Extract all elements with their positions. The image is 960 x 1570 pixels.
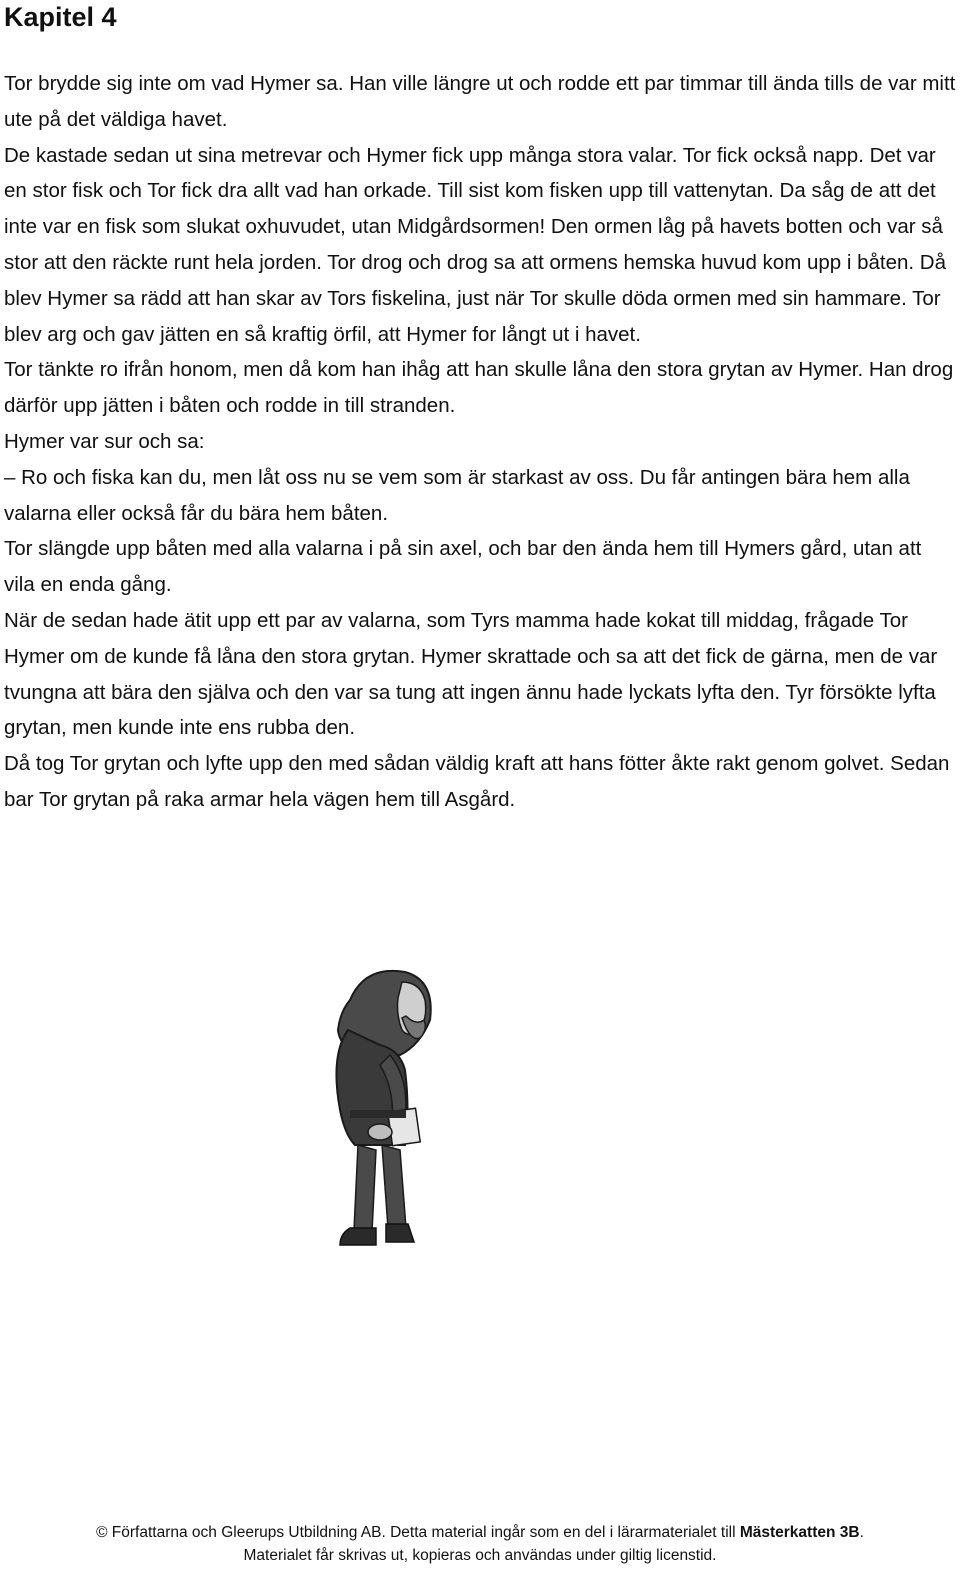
paragraph-1: Tor brydde sig inte om vad Hymer sa. Han ville längre ut och rodde ett par timmar till ända tills de var mitt ute på det väldiga havet.: [4, 72, 956, 131]
paragraph-5: – Ro och fiska kan du, men låt oss nu se vem som är starkast av oss. Du får antingen bära hem alla valarna eller också får du bära hem båten.: [4, 465, 910, 525]
paragraph-8: Då tog Tor grytan och lyfte upp den med sådan väldig kraft att hans fötter åkte rakt genom golvet. Sedan bar Tor grytan på raka armar hela vägen hem till Asgård.: [4, 752, 950, 811]
footer-prefix: © Författarna och Gleerups Utbildning AB. Detta material ingår som en del i lärarmaterialet till: [96, 1524, 740, 1541]
footer-title-bold: Mästerkatten 3B: [739, 1524, 860, 1541]
page-title: Kapitel 4: [4, 2, 117, 32]
footer-suffix: .: [859, 1524, 864, 1541]
footer-copyright: [0, 1521, 960, 1567]
paragraph-2: De kastade sedan ut sina metrevar och Hymer fick upp många stora valar. Tor fick också napp. Det var en stor fisk och Tor fick dra allt vad han orkade. Till sist kom fisken upp till vattenytan. Da såg de att det inte var en fisk som slukat oxhuvudet, utan Midgårdsormen! Den ormen låg på havets botten och var så stor att den räckte runt hela jorden. Tor drog och drog sa att ormens hemska huvud kom upp i båten. Då blev Hymer sa rädd att han skar av Tors fiskelina, just när Tor skulle döda ormen med sin hammare. Tor blev arg och gav jätten en så kraftig örfil, att Hymer for långt ut i havet.: [4, 143, 947, 346]
footer-line-2: Materialet får skrivas ut, kopieras och användas under giltig licenstid.: [243, 1547, 717, 1564]
footer-line-1: [0, 1521, 960, 1544]
story-text: [4, 66, 956, 818]
paragraph-7: När de sedan hade ätit upp ett par av valarna, som Tyrs mamma hade kokat till middag, frågade Tor Hymer om de kunde få låna den stora grytan. Hymer skrattade och sa att det fick de gärna, men de var tvungna att bära den själva och den var sa tung att ingen ännu hade lyckats lyfta den. Tyr försökte lyfta grytan, men kunde inte ens rubba den.: [4, 608, 938, 740]
paragraph-4: Hymer var sur och sa:: [4, 429, 205, 453]
paragraph-3: Tor tänkte ro ifrån honom, men då kom han ihåg att han skulle låna den stora grytan av Hymer. Han drog därför upp jätten i båten och rodde in till stranden.: [4, 358, 954, 418]
hymer-illustration: [310, 960, 460, 1260]
paragraph-6: Tor slängde upp båten med alla valarna i på sin axel, och bar den ända hem till Hymers gård, utan att vila en enda gång.: [4, 537, 922, 597]
giant-figure-icon: [310, 960, 460, 1260]
